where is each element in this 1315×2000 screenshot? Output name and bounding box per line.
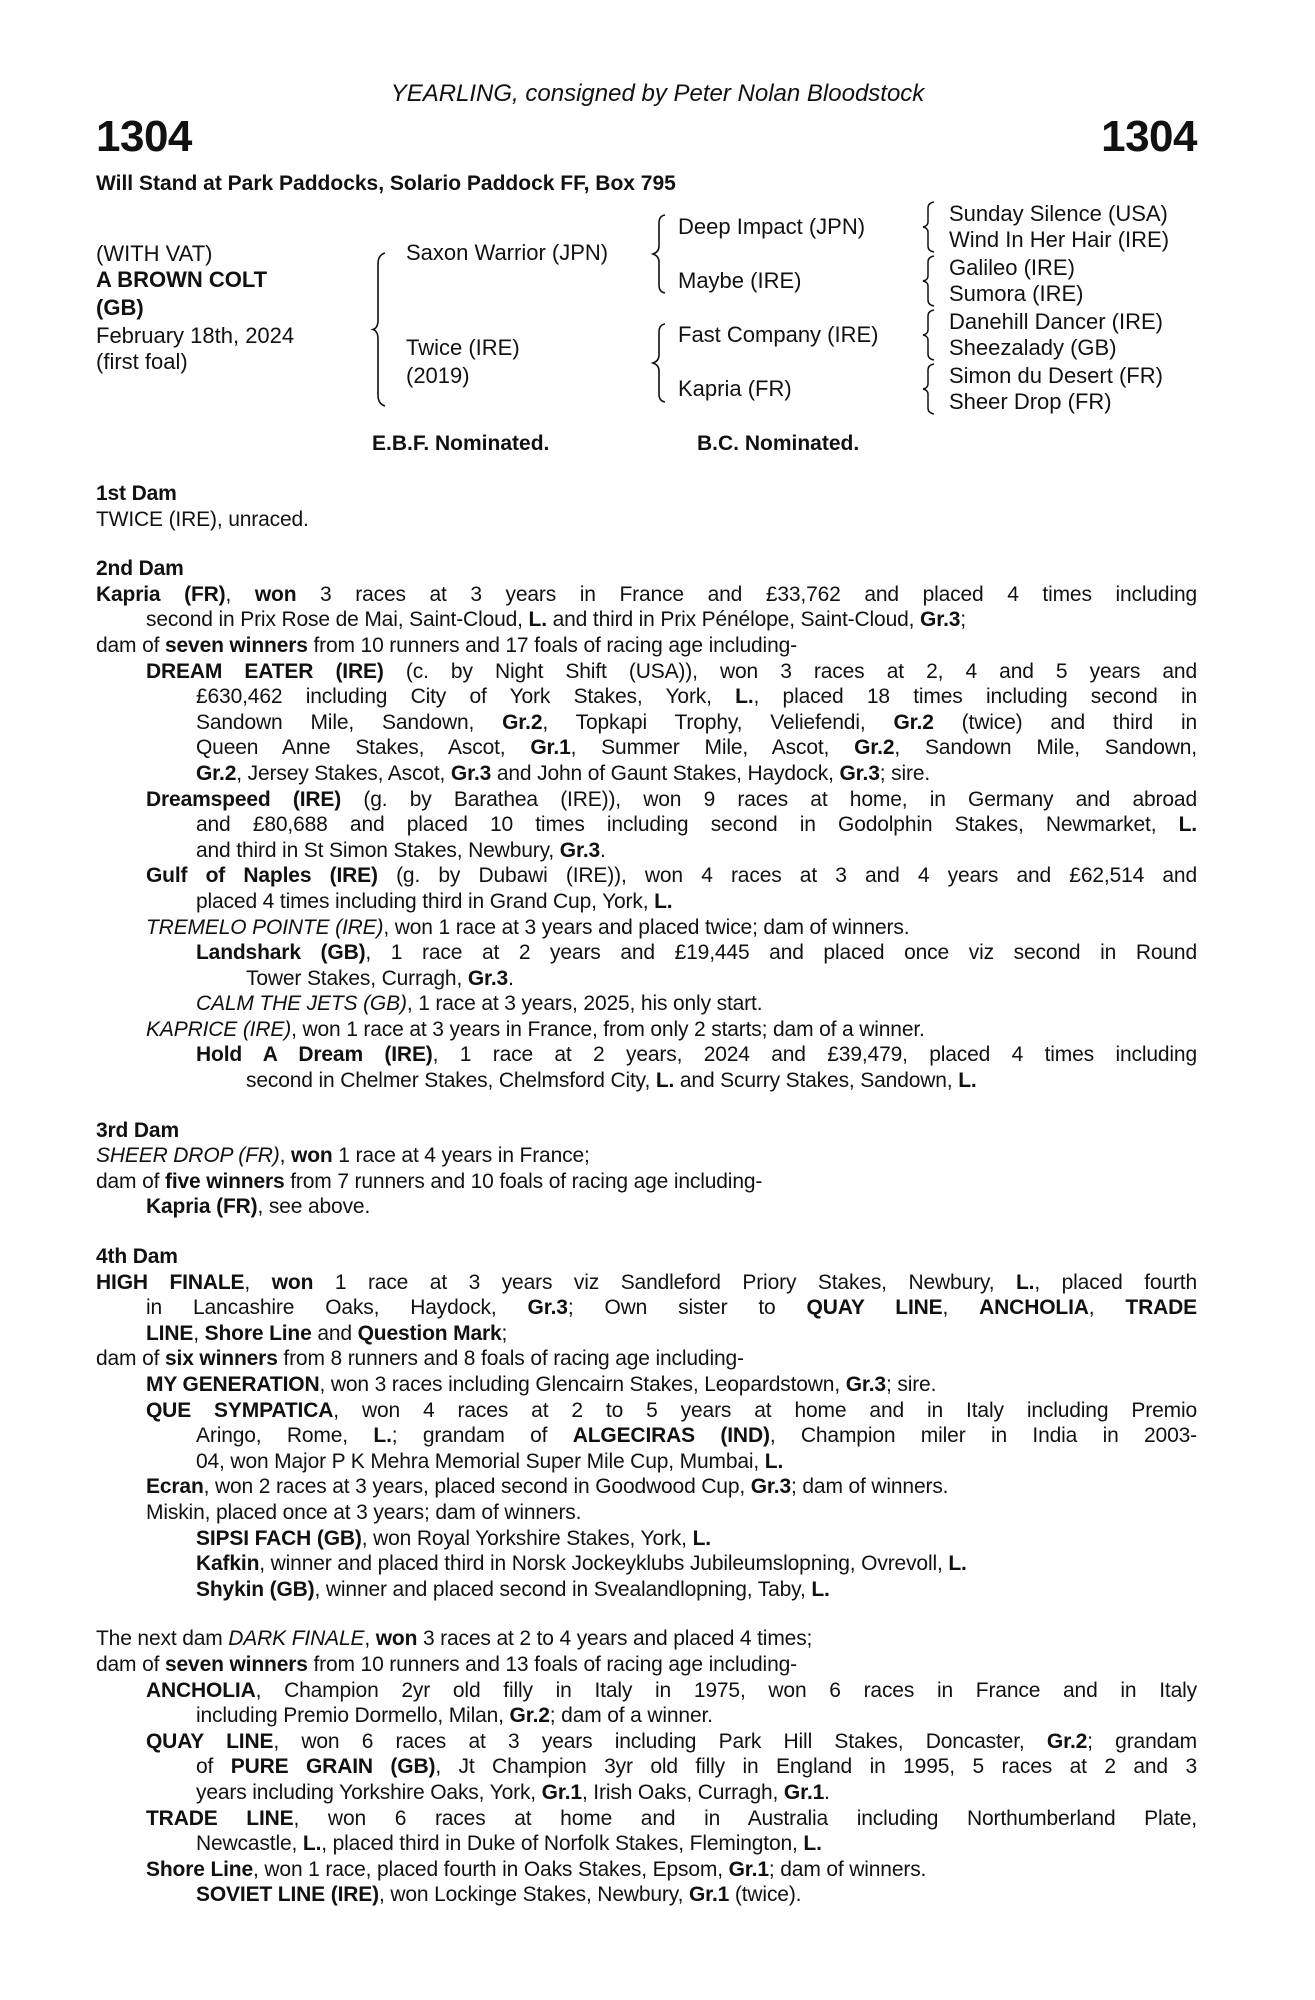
section-heading: 4th Dam (96, 1245, 178, 1269)
bold-text: Landshark (GB) (196, 941, 366, 965)
produce-entry (96, 991, 1197, 1017)
lot-number-left: 1304 (96, 112, 192, 161)
horse-description: A BROWN COLT (96, 267, 268, 292)
text: 3 races at 2 to 4 years and placed 4 times; (417, 1627, 813, 1651)
bold-text: Gr.3 (450, 761, 492, 785)
text: and Scurry Stakes, Sandown, (674, 1069, 959, 1093)
entry-line (96, 507, 1197, 533)
text: second in Prix Rose de Mai, Saint-Cloud, (146, 608, 529, 632)
text: , Summer Mile, Ascot, (570, 736, 855, 760)
bold-text: PURE GRAIN (GB) (230, 1755, 436, 1779)
sire: Saxon Warrior (JPN) (406, 240, 609, 265)
bold-text: SIPSI FACH (GB) (196, 1526, 362, 1550)
text: ; Own sister to (567, 1296, 807, 1320)
bold-text: Gr.1 (688, 1883, 730, 1907)
entry-line (196, 684, 1197, 710)
bold-text: Kapria (FR) (96, 582, 226, 606)
entry-line (96, 582, 1197, 608)
text: Sandown Mile, Sandown, (196, 710, 503, 734)
text: , placed 18 times including second in (753, 685, 1197, 709)
entry-line (196, 838, 1197, 864)
text: ; grandam (1087, 1729, 1198, 1753)
text: , Topkapi Trophy, Veliefendi, (542, 710, 894, 734)
bold-text: won (271, 1270, 314, 1294)
text: and (311, 1321, 358, 1345)
bold-text: Gr.1 (783, 1780, 825, 1804)
bold-text: QUE SYMPATICA (146, 1398, 334, 1422)
bold-text: Kafkin (196, 1552, 260, 1576)
text: , 1 race at 2 years and £19,445 and placed once viz second in Round (365, 941, 1197, 965)
entry-line (146, 1017, 1197, 1043)
bold-text: ANCHOLIA (979, 1296, 1089, 1320)
text: and John of Gaunt Stakes, Haydock, (491, 761, 840, 785)
dam-dam: Kapria (FR) (678, 376, 792, 401)
great-grandparent: Danehill Dancer (IRE) (949, 309, 1163, 334)
bold-text: Dreamspeed (IRE) (146, 787, 342, 811)
text: , won 2 races at 3 years, placed second in Goodwood Cup, (203, 1475, 751, 1499)
text: Newcastle, (196, 1832, 303, 1856)
bold-text: L. (373, 1424, 392, 1448)
bold-text: L. (948, 1552, 967, 1576)
produce-entry (96, 1346, 1197, 1372)
bold-text: L. (803, 1832, 822, 1856)
text: ; (960, 608, 966, 632)
section-heading: 3rd Dam (96, 1118, 179, 1142)
bold-text: L. (1178, 813, 1197, 837)
bold-text: Question Mark (357, 1321, 502, 1345)
text: , (364, 1627, 376, 1651)
produce-entry (96, 1500, 1197, 1526)
text: , won 4 races at 2 to 5 years at home and in Italy including Premio (333, 1398, 1197, 1422)
brace-icon (922, 255, 936, 307)
bold-text: ALGECIRAS (IND) (572, 1424, 770, 1448)
produce-entry (96, 633, 1197, 659)
entry-line (196, 1577, 1197, 1603)
text: ; sire. (879, 761, 931, 785)
text: 04, won Major P K Mehra Memorial Super Mile Cup, Mumbai, (196, 1449, 765, 1473)
bold-text: Gr.3 (920, 608, 961, 632)
bold-text: TRADE LINE (146, 1806, 294, 1830)
text: (g. by Dubawi (IRE)), won 4 races at 3 and 4 years and £62,514 and (377, 864, 1197, 888)
dam-section (96, 1244, 1197, 1602)
text: , Champion miler in India in 2003- (769, 1424, 1197, 1448)
text: second in Chelmer Stakes, Chelmsford City, (246, 1069, 656, 1093)
bold-text: L. (764, 1449, 784, 1473)
bold-text: L. (958, 1069, 977, 1093)
bold-text: L. (811, 1577, 830, 1601)
bold-text: TRADE (1125, 1296, 1198, 1320)
bold-text: L. (1015, 1270, 1035, 1294)
entry-line (146, 1806, 1197, 1832)
produce-entry (96, 1017, 1197, 1043)
text: Tower Stakes, Curragh, (246, 966, 468, 990)
bold-text: Shykin (GB) (196, 1577, 315, 1601)
produce-entry (96, 1398, 1197, 1475)
text: ; dam of a winner. (549, 1704, 713, 1728)
bold-text: HIGH FINALE (96, 1270, 245, 1294)
sire-sire: Deep Impact (JPN) (678, 214, 866, 239)
text: , Champion 2yr old filly in Italy in 1975, won 6 races in France and in Italy (255, 1678, 1197, 1702)
bold-text: Gr.3 (750, 1475, 792, 1499)
consignor-line: YEARLING, consigned by Peter Nolan Bloodstock (390, 80, 925, 107)
text: £630,462 including City of York Stakes, York, (196, 685, 736, 709)
bold-text: ANCHOLIA (146, 1678, 256, 1702)
text: , (193, 1321, 205, 1345)
great-grandparent: Wind In Her Hair (IRE) (949, 227, 1170, 252)
entry-line (246, 966, 1197, 992)
produce-entry (96, 1729, 1197, 1806)
entry-line (146, 1194, 1197, 1220)
horse-country: (GB) (96, 295, 144, 320)
text: , won 3 races including Glencairn Stakes, Leopardstown, (319, 1373, 846, 1396)
bold-text: L. (692, 1526, 711, 1550)
entry-line (146, 915, 1197, 941)
entry-line (96, 1270, 1197, 1296)
great-grandparent: Galileo (IRE) (949, 255, 1075, 280)
text: , Irish Oaks, Curragh, (581, 1780, 784, 1804)
text: , won 6 races at home and in Australia including Northumberland Plate, (293, 1806, 1197, 1830)
bold-text: Gr.2 (893, 710, 934, 734)
text: and £80,688 and placed 10 times including second in Godolphin Stakes, Newmarket, (196, 813, 1179, 837)
text: , won Lockinge Stakes, Newbury, (378, 1883, 689, 1907)
bold-text: Gr.3 (559, 838, 601, 862)
entry-line (196, 1882, 1197, 1908)
bold-text: L. (654, 889, 673, 913)
bold-text: won (291, 1144, 333, 1168)
ebf-nomination: E.B.F. Nominated. (372, 432, 550, 455)
brace-icon (922, 363, 936, 415)
brace-icon (922, 201, 936, 253)
entry-line (146, 1398, 1197, 1424)
produce-entry (96, 1678, 1197, 1729)
bold-text: Gr.1 (541, 1780, 582, 1804)
bold-text: seven winners (164, 633, 308, 657)
text: . (600, 838, 606, 862)
text: ; dam of winners. (791, 1475, 949, 1499)
bold-text: Gr.3 (839, 761, 880, 785)
text: 3 races at 3 years in France and £33,762 and placed 4 times including (296, 582, 1197, 606)
entry-line (196, 1526, 1197, 1552)
entry-line (196, 1831, 1197, 1857)
text: of (196, 1755, 231, 1779)
brace-icon (372, 252, 388, 407)
text: ; grandam of (391, 1424, 573, 1448)
text: , placed fourth (1034, 1270, 1197, 1294)
text: , placed third in Duke of Norfolk Stakes, Flemington, (321, 1832, 804, 1856)
text: dam of (96, 633, 165, 657)
brace-icon (652, 323, 668, 403)
entry-line (146, 1321, 1197, 1347)
entry-line (196, 1754, 1197, 1780)
bold-text: DREAM EATER (IRE) (146, 659, 384, 683)
text: , won 1 race at 3 years in France, from only 2 starts; dam of a winner. (291, 1017, 925, 1041)
text: Queen Anne Stakes, Ascot, (196, 736, 531, 760)
dam-section (96, 1118, 1197, 1220)
entry-line (196, 1703, 1197, 1729)
italic-text: DARK FINALE (228, 1627, 365, 1651)
italic-text: CALM THE JETS (GB) (196, 992, 407, 1016)
entry-line (146, 1295, 1197, 1321)
entry-line (96, 1626, 1197, 1652)
text: including Premio Dormello, Milan, (196, 1704, 510, 1728)
text: , (244, 1270, 272, 1294)
entry-line (196, 1449, 1197, 1475)
entry-line (146, 787, 1197, 813)
entry-line (246, 1068, 1197, 1094)
bold-text: LINE (146, 1321, 194, 1345)
text: placed 4 times including third in Grand Cup, York, (196, 889, 655, 913)
text: from 10 runners and 17 foals of racing age including- (307, 633, 797, 657)
bold-text: won (375, 1627, 418, 1651)
text: Miskin, placed once at 3 years; dam of winners. (146, 1500, 582, 1524)
bold-text: seven winners (164, 1652, 308, 1676)
text: ; (501, 1321, 508, 1345)
italic-text: TREMELO POINTE (IRE) (146, 915, 384, 939)
produce-entry (96, 1042, 1197, 1093)
entry-line (196, 1042, 1197, 1068)
text: , Jersey Stakes, Ascot, (236, 761, 451, 785)
text: , 1 race at 2 years, 2024 and £39,479, placed 4 times including (432, 1043, 1197, 1067)
italic-text: SHEER DROP (FR) (96, 1144, 280, 1168)
text: , Jt Champion 3yr old filly in England in 1995, 5 races at 2 and 3 (435, 1755, 1197, 1779)
text: dam of (96, 1347, 165, 1371)
produce-entry (96, 1169, 1197, 1195)
foal-note: (first foal) (96, 349, 188, 374)
brace-icon (922, 309, 936, 361)
text: , (225, 582, 255, 606)
entry-line (146, 1729, 1197, 1755)
text: from 8 runners and 8 foals of racing age including- (277, 1347, 744, 1371)
produce-entry (96, 1626, 1197, 1652)
text: (c. by Night Shift (USA)), won 3 races at 2, 4 and 5 years and (383, 659, 1197, 683)
bold-text: five winners (164, 1169, 285, 1193)
text: ; sire. (885, 1373, 937, 1396)
produce-entry (96, 1270, 1197, 1347)
produce-record (96, 481, 1197, 1908)
dam: Twice (IRE) (406, 335, 520, 360)
text: , won 6 races at 3 years including Park Hill Stakes, Doncaster, (273, 1729, 1047, 1753)
brace-icon (652, 214, 668, 294)
bold-text: QUAY LINE (806, 1296, 943, 1320)
text: and third in Prix Pénélope, Saint-Cloud, (546, 608, 921, 632)
text: , won 1 race at 3 years and placed twice; dam of winners. (383, 915, 910, 939)
section-heading: 1st Dam (96, 482, 177, 505)
text: , won 1 race, placed fourth in Oaks Stakes, Epsom, (253, 1857, 729, 1881)
text: . (824, 1780, 830, 1804)
bold-text: Gr.2 (1046, 1729, 1088, 1753)
produce-entry (96, 1372, 1197, 1398)
foaling-date: February 18th, 2024 (96, 323, 295, 348)
text: (twice) and third in (933, 710, 1197, 734)
entry-line (146, 1372, 1197, 1398)
text: , (942, 1296, 980, 1320)
produce-entry (96, 863, 1197, 914)
text: , 1 race at 3 years, 2025, his only start. (406, 992, 763, 1016)
text: . (508, 966, 514, 990)
text: dam of (96, 1169, 165, 1193)
entry-line (146, 1500, 1197, 1526)
text: in Lancashire Oaks, Haydock, (146, 1296, 528, 1320)
text: dam of (96, 1652, 165, 1676)
entry-line (146, 863, 1197, 889)
bold-text: L. (655, 1069, 675, 1093)
entry-line (196, 710, 1197, 736)
produce-entry (96, 1857, 1197, 1883)
text: , won Royal Yorkshire Stakes, York, (361, 1526, 693, 1550)
text: , Sandown Mile, Sandown, (894, 736, 1197, 760)
text: from 7 runners and 10 foals of racing age including- (284, 1169, 763, 1193)
lot-number-right: 1304 (1101, 112, 1197, 161)
entry-line (196, 1780, 1197, 1806)
stand-location: Will Stand at Park Paddocks, Solario Paddock FF, Box 795 (96, 172, 676, 195)
text: ; dam of winners. (768, 1857, 927, 1881)
bold-text: L. (528, 608, 547, 632)
produce-entry (96, 1806, 1197, 1857)
text: Aringo, Rome, (196, 1424, 374, 1448)
produce-entry (96, 1882, 1197, 1908)
entry-line (146, 1678, 1197, 1704)
text: and third in St Simon Stakes, Newbury, (196, 838, 560, 862)
text: (twice). (729, 1883, 802, 1907)
bold-text: Gr.1 (728, 1857, 769, 1881)
text: , winner and placed second in Svealandlopning, Taby, (314, 1577, 812, 1601)
text: 1 race at 4 years in France; (332, 1144, 590, 1168)
text: 1 race at 3 years viz Sandleford Priory Stakes, Newbury, (313, 1270, 1016, 1294)
produce-entry (96, 915, 1197, 941)
text: , winner and placed third in Norsk Jockeyklubs Jubileumslopning, Ovrevoll, (259, 1552, 949, 1576)
produce-entry (96, 1194, 1197, 1220)
text: The next dam (96, 1627, 229, 1651)
entry-line (96, 1346, 1197, 1372)
dam-year: (2019) (406, 363, 470, 388)
produce-entry (96, 659, 1197, 787)
bold-text: six winners (164, 1347, 278, 1371)
produce-entry (96, 1143, 1197, 1169)
bold-text: Gr.2 (196, 761, 237, 785)
bold-text: Kapria (FR) (146, 1195, 258, 1219)
bold-text: Gr.3 (845, 1373, 886, 1396)
produce-entry (96, 582, 1197, 633)
bold-text: L. (302, 1832, 322, 1856)
text: (g. by Barathea (IRE)), won 9 races at home, in Germany and abroad (341, 787, 1197, 811)
entry-line (96, 633, 1197, 659)
produce-entry (96, 1551, 1197, 1577)
entry-line (146, 1857, 1197, 1883)
produce-entry (96, 787, 1197, 864)
entry-line (196, 940, 1197, 966)
entry-line (196, 735, 1197, 761)
produce-entry (96, 507, 1197, 533)
entry-line (96, 1143, 1197, 1169)
entry-line (146, 607, 1197, 633)
entry-line (146, 659, 1197, 685)
produce-entry (96, 1577, 1197, 1603)
dam-sire: Fast Company (IRE) (678, 322, 879, 347)
bold-text: L. (735, 685, 754, 709)
section-heading: 2nd Dam (96, 557, 184, 581)
text: , (279, 1144, 292, 1168)
great-grandparent: Sheezalady (GB) (949, 335, 1117, 360)
text: , see above. (257, 1195, 371, 1219)
bold-text: SOVIET LINE (IRE) (196, 1883, 379, 1907)
bold-text: Gr.3 (467, 966, 509, 990)
dam-section (96, 481, 1197, 532)
bold-text: QUAY LINE (146, 1729, 274, 1753)
bold-text: Gr.2 (502, 710, 543, 734)
sire-dam: Maybe (IRE) (678, 268, 802, 293)
entry-line (196, 991, 1197, 1017)
entry-line (196, 761, 1197, 787)
dam-section (96, 556, 1197, 1093)
bold-text: Gulf of Naples (IRE) (146, 864, 378, 888)
bold-text: Shore Line (204, 1321, 312, 1345)
produce-entry (96, 1652, 1197, 1678)
entry-line (146, 1474, 1197, 1500)
bold-text: Gr.1 (530, 736, 571, 760)
bold-text: Gr.3 (527, 1296, 568, 1320)
italic-text: KAPRICE (IRE) (146, 1017, 292, 1041)
bold-text: Gr.2 (854, 736, 895, 760)
produce-entry (96, 1474, 1197, 1500)
great-grandparent: Simon du Desert (FR) (949, 363, 1163, 388)
bold-text: Ecran (146, 1475, 204, 1499)
text: , (1088, 1296, 1126, 1320)
great-grandparent: Sheer Drop (FR) (949, 389, 1112, 414)
entry-line (196, 1423, 1197, 1449)
produce-entry (96, 940, 1197, 991)
bc-nomination: B.C. Nominated. (697, 432, 860, 455)
text: years including Yorkshire Oaks, York, (196, 1780, 542, 1804)
dam-section (96, 1626, 1197, 1908)
text: TWICE (IRE), unraced. (96, 507, 309, 531)
entry-line (96, 1652, 1197, 1678)
bold-text: MY GENERATION (146, 1373, 320, 1396)
great-grandparent: Sunday Silence (USA) (949, 201, 1168, 226)
great-grandparent: Sumora (IRE) (949, 281, 1084, 306)
entry-line (96, 1169, 1197, 1195)
entry-line (196, 889, 1197, 915)
entry-line (196, 1551, 1197, 1577)
text: from 10 runners and 13 foals of racing age including- (307, 1652, 797, 1676)
bold-text: won (254, 582, 297, 606)
bold-text: Shore Line (146, 1857, 254, 1881)
entry-line (196, 812, 1197, 838)
produce-entry (96, 1526, 1197, 1552)
bold-text: Gr.2 (509, 1704, 550, 1728)
vat-note: (WITH VAT) (96, 241, 213, 266)
bold-text: Hold A Dream (IRE) (196, 1043, 433, 1067)
